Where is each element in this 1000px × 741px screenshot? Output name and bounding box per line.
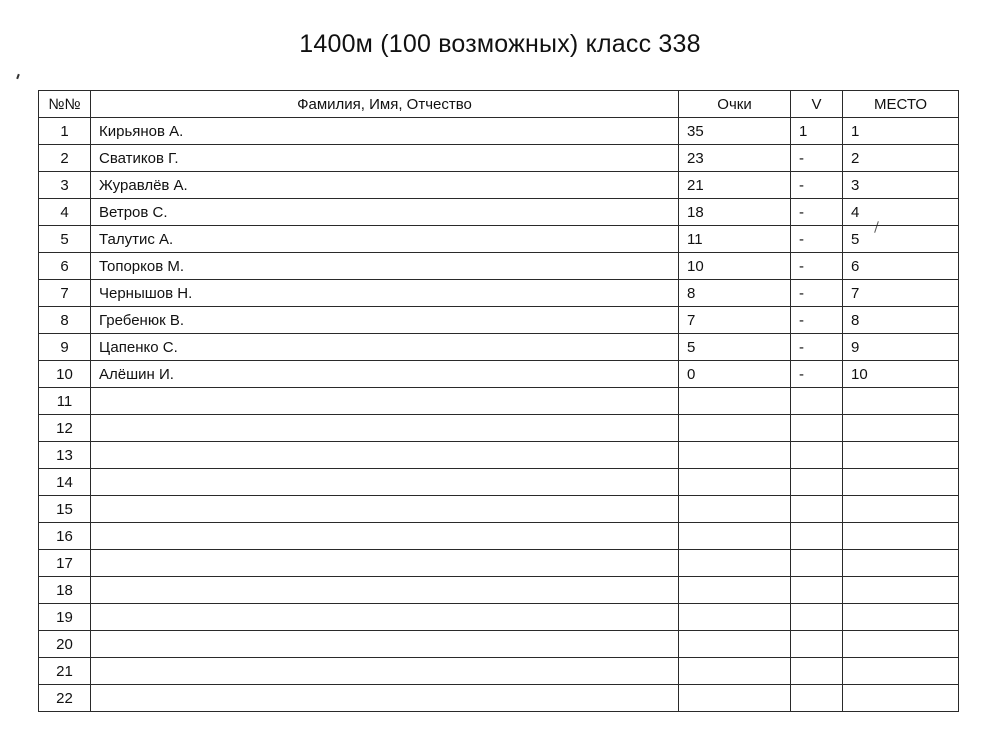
place-value — [843, 469, 959, 496]
v-value: - — [791, 226, 843, 253]
place-value: 6 — [843, 253, 959, 280]
row-number: 11 — [39, 388, 91, 415]
points-value — [679, 469, 791, 496]
row-number: 2 — [39, 145, 91, 172]
points-value — [679, 685, 791, 712]
athlete-name — [91, 415, 679, 442]
table-row — [39, 253, 959, 280]
row-number: 22 — [39, 685, 91, 712]
stray-ink-mark — [16, 74, 20, 79]
place-value: 8 — [843, 307, 959, 334]
athlete-name: Журавлёв А. — [91, 172, 679, 199]
table-row — [39, 550, 959, 577]
points-value: 21 — [679, 172, 791, 199]
athlete-name — [91, 685, 679, 712]
table-row — [39, 199, 959, 226]
place-value — [843, 550, 959, 577]
athlete-name — [91, 550, 679, 577]
v-value: - — [791, 253, 843, 280]
place-value — [843, 577, 959, 604]
athlete-name — [91, 442, 679, 469]
table-row — [39, 307, 959, 334]
row-number: 8 — [39, 307, 91, 334]
athlete-name — [91, 577, 679, 604]
v-value: - — [791, 334, 843, 361]
place-value: 7 — [843, 280, 959, 307]
place-value: 1 — [843, 118, 959, 145]
place-value — [843, 658, 959, 685]
athlete-name — [91, 658, 679, 685]
points-value — [679, 577, 791, 604]
points-value: 10 — [679, 253, 791, 280]
place-value: 9 — [843, 334, 959, 361]
table-row — [39, 280, 959, 307]
v-value — [791, 442, 843, 469]
row-number: 6 — [39, 253, 91, 280]
page-title: 1400м (100 возможных) класс 338 — [299, 30, 701, 58]
row-number: 16 — [39, 523, 91, 550]
row-number: 21 — [39, 658, 91, 685]
table-row — [39, 118, 959, 145]
v-value — [791, 469, 843, 496]
place-value — [843, 631, 959, 658]
row-number: 3 — [39, 172, 91, 199]
row-number: 15 — [39, 496, 91, 523]
table-header-row — [39, 91, 959, 118]
athlete-name: Цапенко С. — [91, 334, 679, 361]
header-place: МЕСТО — [843, 91, 959, 118]
v-value — [791, 685, 843, 712]
row-number: 9 — [39, 334, 91, 361]
v-value: - — [791, 361, 843, 388]
row-number: 17 — [39, 550, 91, 577]
v-value — [791, 523, 843, 550]
v-value — [791, 577, 843, 604]
points-value: 11 — [679, 226, 791, 253]
place-value: 10 — [843, 361, 959, 388]
athlete-name: Сватиков Г. — [91, 145, 679, 172]
row-number: 12 — [39, 415, 91, 442]
table-row — [39, 226, 959, 253]
v-value — [791, 496, 843, 523]
place-value — [843, 496, 959, 523]
row-number: 20 — [39, 631, 91, 658]
v-value — [791, 388, 843, 415]
points-value: 35 — [679, 118, 791, 145]
v-value: - — [791, 280, 843, 307]
v-value — [791, 604, 843, 631]
place-value: 5 — [843, 226, 959, 253]
results-table — [38, 90, 959, 712]
v-value — [791, 658, 843, 685]
place-value — [843, 685, 959, 712]
table-row — [39, 523, 959, 550]
points-value: 5 — [679, 334, 791, 361]
table-row — [39, 577, 959, 604]
header-points: Очки — [679, 91, 791, 118]
athlete-name — [91, 523, 679, 550]
place-value: 4 — [843, 199, 959, 226]
points-value — [679, 604, 791, 631]
points-value: 18 — [679, 199, 791, 226]
points-value — [679, 523, 791, 550]
place-value — [843, 442, 959, 469]
points-value: 23 — [679, 145, 791, 172]
place-value — [843, 415, 959, 442]
table-row — [39, 604, 959, 631]
athlete-name: Чернышов Н. — [91, 280, 679, 307]
table-row — [39, 631, 959, 658]
place-value: 3 — [843, 172, 959, 199]
header-v: V — [791, 91, 843, 118]
v-value: - — [791, 307, 843, 334]
table-row — [39, 361, 959, 388]
place-value — [843, 388, 959, 415]
athlete-name — [91, 604, 679, 631]
athlete-name: Топорков М. — [91, 253, 679, 280]
points-value: 8 — [679, 280, 791, 307]
points-value: 0 — [679, 361, 791, 388]
points-value — [679, 631, 791, 658]
table-row — [39, 415, 959, 442]
place-value: 2 — [843, 145, 959, 172]
v-value: - — [791, 199, 843, 226]
row-number: 1 — [39, 118, 91, 145]
table-row — [39, 172, 959, 199]
points-value — [679, 415, 791, 442]
table-row — [39, 442, 959, 469]
place-value — [843, 523, 959, 550]
points-value — [679, 550, 791, 577]
table-row — [39, 388, 959, 415]
header-number: №№ — [39, 91, 91, 118]
header-full-name: Фамилия, Имя, Отчество — [91, 91, 679, 118]
row-number: 13 — [39, 442, 91, 469]
athlete-name: Талутис А. — [91, 226, 679, 253]
v-value — [791, 550, 843, 577]
row-number: 7 — [39, 280, 91, 307]
table-body — [39, 118, 959, 712]
athlete-name — [91, 496, 679, 523]
v-value: - — [791, 172, 843, 199]
points-value: 7 — [679, 307, 791, 334]
table-row — [39, 658, 959, 685]
athlete-name: Алёшин И. — [91, 361, 679, 388]
row-number: 14 — [39, 469, 91, 496]
v-value: 1 — [791, 118, 843, 145]
athlete-name: Ветров С. — [91, 199, 679, 226]
athlete-name: Кирьянов А. — [91, 118, 679, 145]
table-row — [39, 685, 959, 712]
table-row — [39, 334, 959, 361]
table-row — [39, 469, 959, 496]
athlete-name — [91, 631, 679, 658]
row-number: 19 — [39, 604, 91, 631]
points-value — [679, 658, 791, 685]
row-number: 5 — [39, 226, 91, 253]
table-row — [39, 145, 959, 172]
row-number: 18 — [39, 577, 91, 604]
points-value — [679, 496, 791, 523]
place-value — [843, 604, 959, 631]
points-value — [679, 442, 791, 469]
v-value — [791, 631, 843, 658]
v-value: - — [791, 145, 843, 172]
row-number: 4 — [39, 199, 91, 226]
table-row — [39, 496, 959, 523]
athlete-name — [91, 469, 679, 496]
athlete-name — [91, 388, 679, 415]
points-value — [679, 388, 791, 415]
athlete-name: Гребенюк В. — [91, 307, 679, 334]
row-number: 10 — [39, 361, 91, 388]
v-value — [791, 415, 843, 442]
